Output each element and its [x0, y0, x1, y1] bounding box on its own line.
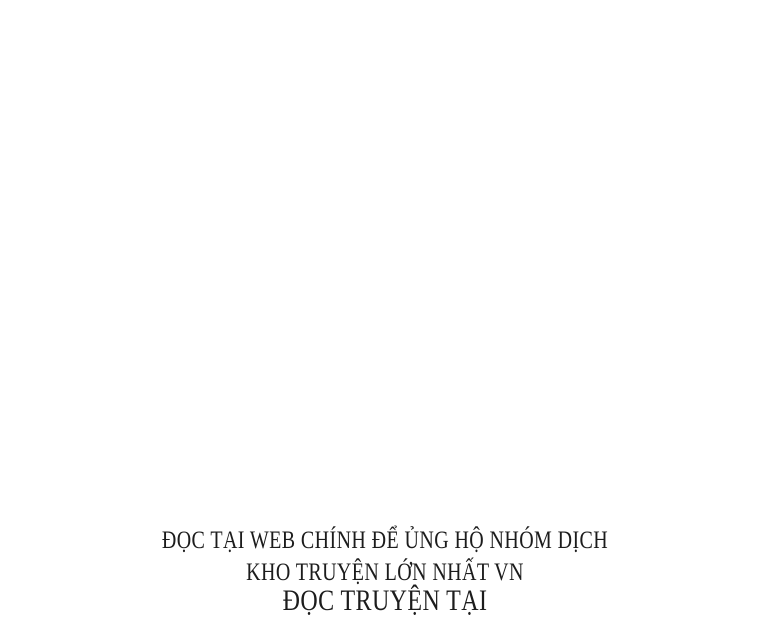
credit-line-read-at: ĐỌC TRUYỆN TẠI — [282, 584, 488, 617]
credit-line-site-tagline: KHO TRUYỆN LỚN NHẤT VN — [246, 559, 524, 586]
credit-line-support-translators: ĐỌC TẠI WEB CHÍNH ĐỂ ỦNG HỘ NHÓM DỊCH — [161, 527, 609, 554]
